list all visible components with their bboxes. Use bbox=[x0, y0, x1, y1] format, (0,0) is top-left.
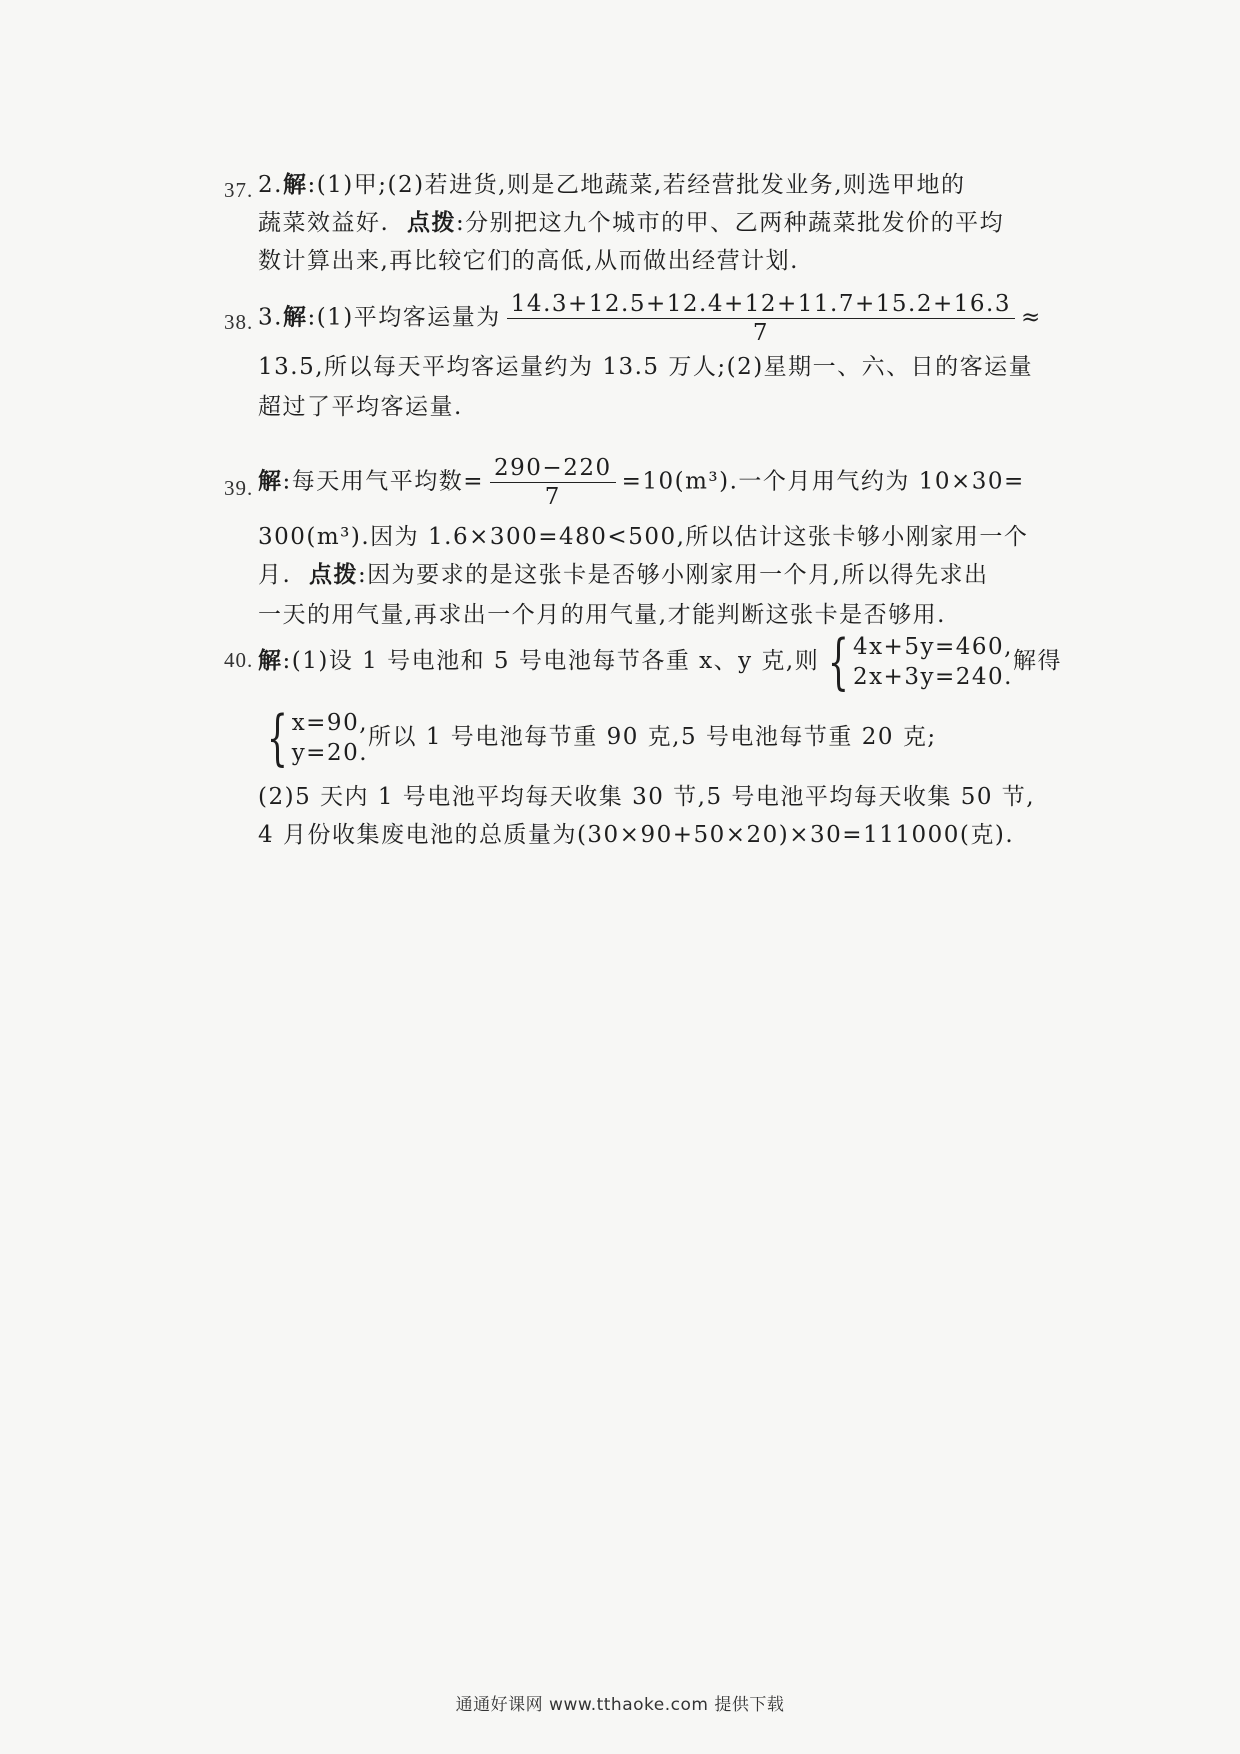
q40-line-2-text: 所以 1 号电池每节重 90 克,5 号电池每节重 20 克; bbox=[368, 724, 937, 750]
q40-jie-label: 解 bbox=[258, 647, 283, 674]
q40-solution-brace-icon: { bbox=[266, 703, 289, 773]
page-footer: 通通好课网 www.tthaoke.com 提供下载 bbox=[455, 1695, 785, 1715]
q40-equation-system bbox=[819, 627, 1013, 697]
question-number-37: 37. bbox=[224, 178, 254, 202]
q38-line-3: 超过了平均客运量. bbox=[258, 394, 463, 420]
q39-line-3 bbox=[258, 560, 989, 590]
q40-brace-icon: { bbox=[828, 627, 851, 697]
q40-line-3: (2)5 天内 1 号电池平均每天收集 30 节,5 号电池平均每天收集 50 节, bbox=[258, 784, 1036, 810]
q39-dianbo-label: 点拨 bbox=[308, 561, 358, 588]
q39-line-1 bbox=[258, 454, 1025, 511]
q39-line-2: 300(m³).因为 1.6×300=480<500,所以估计这张卡够小刚家用一个 bbox=[258, 524, 1029, 550]
q37-line-3: 数计算出来,再比较它们的高低,从而做出经营计划. bbox=[258, 248, 799, 274]
q38-line-1 bbox=[258, 290, 1042, 347]
q38-prefix: 3. bbox=[258, 304, 283, 331]
q37-dianbo-label: 点拨 bbox=[406, 209, 456, 236]
q37-line-1-text: :(1)甲;(2)若进货,则是乙地蔬菜,若经营批发业务,则选甲地的 bbox=[307, 172, 966, 198]
q39-fraction bbox=[490, 454, 616, 511]
question-number-38: 38. bbox=[224, 310, 254, 334]
q37-line-2a: 蔬菜效益好. bbox=[258, 210, 390, 236]
q37-line-2 bbox=[258, 208, 1004, 238]
question-number-39: 39. bbox=[224, 476, 254, 500]
q40-equation-1: 4x+5y=460, bbox=[852, 634, 1013, 660]
q39-fraction-numerator: 290−220 bbox=[490, 454, 616, 483]
q37-prefix: 2. bbox=[258, 172, 283, 198]
q38-fraction-denominator: 7 bbox=[752, 320, 769, 346]
q40-line-4: 4 月份收集废电池的总质量为(30×90+50×20)×30=111000(克). bbox=[258, 822, 1015, 848]
q37-line-1 bbox=[258, 170, 966, 200]
q38-line-2: 13.5,所以每天平均客运量约为 13.5 万人;(2)星期一、六、日的客运量 bbox=[258, 354, 1034, 380]
q40-solution-2: y=20. bbox=[291, 740, 369, 766]
q40-equation-2: 2x+3y=240. bbox=[852, 664, 1013, 690]
question-number-40: 40. bbox=[224, 648, 254, 672]
q40-solution-1: x=90, bbox=[291, 710, 369, 736]
q39-line-4: 一天的用气量,再求出一个月的用气量,才能判断这张卡是否够用. bbox=[258, 602, 946, 628]
q37-line-2b: :分别把这九个城市的甲、乙两种蔬菜批发价的平均 bbox=[455, 210, 1005, 236]
q40-solution-system bbox=[258, 703, 369, 773]
q40-line-1 bbox=[258, 627, 1062, 697]
q38-jie-label: 解 bbox=[282, 303, 308, 331]
q39-line-3a: 月. bbox=[258, 562, 292, 588]
q39-fraction-denominator: 7 bbox=[544, 484, 561, 510]
q39-line-3b: :因为要求的是这张卡是否够小刚家用一个月,所以得先求出 bbox=[357, 562, 989, 588]
q40-line-1-after: 解得 bbox=[1012, 648, 1062, 674]
q38-approx-sign: ≈ bbox=[1020, 304, 1042, 331]
q38-fraction bbox=[507, 290, 1015, 347]
q38-fraction-numerator: 14.3+12.5+12.4+12+11.7+15.2+16.3 bbox=[507, 290, 1015, 319]
q39-line-1-after: =10(m³).一个月用气约为 10×30= bbox=[621, 468, 1025, 495]
q37-jie-label: 解 bbox=[282, 171, 308, 198]
q38-line-1-text: :(1)平均客运量为 bbox=[307, 304, 501, 331]
q40-line-2 bbox=[258, 703, 937, 773]
q39-line-1-text: :每天用气平均数= bbox=[282, 468, 485, 495]
q40-line-1-text: :(1)设 1 号电池和 5 号电池每节各重 x、y 克,则 bbox=[282, 648, 820, 674]
q39-jie-label: 解 bbox=[258, 467, 283, 495]
